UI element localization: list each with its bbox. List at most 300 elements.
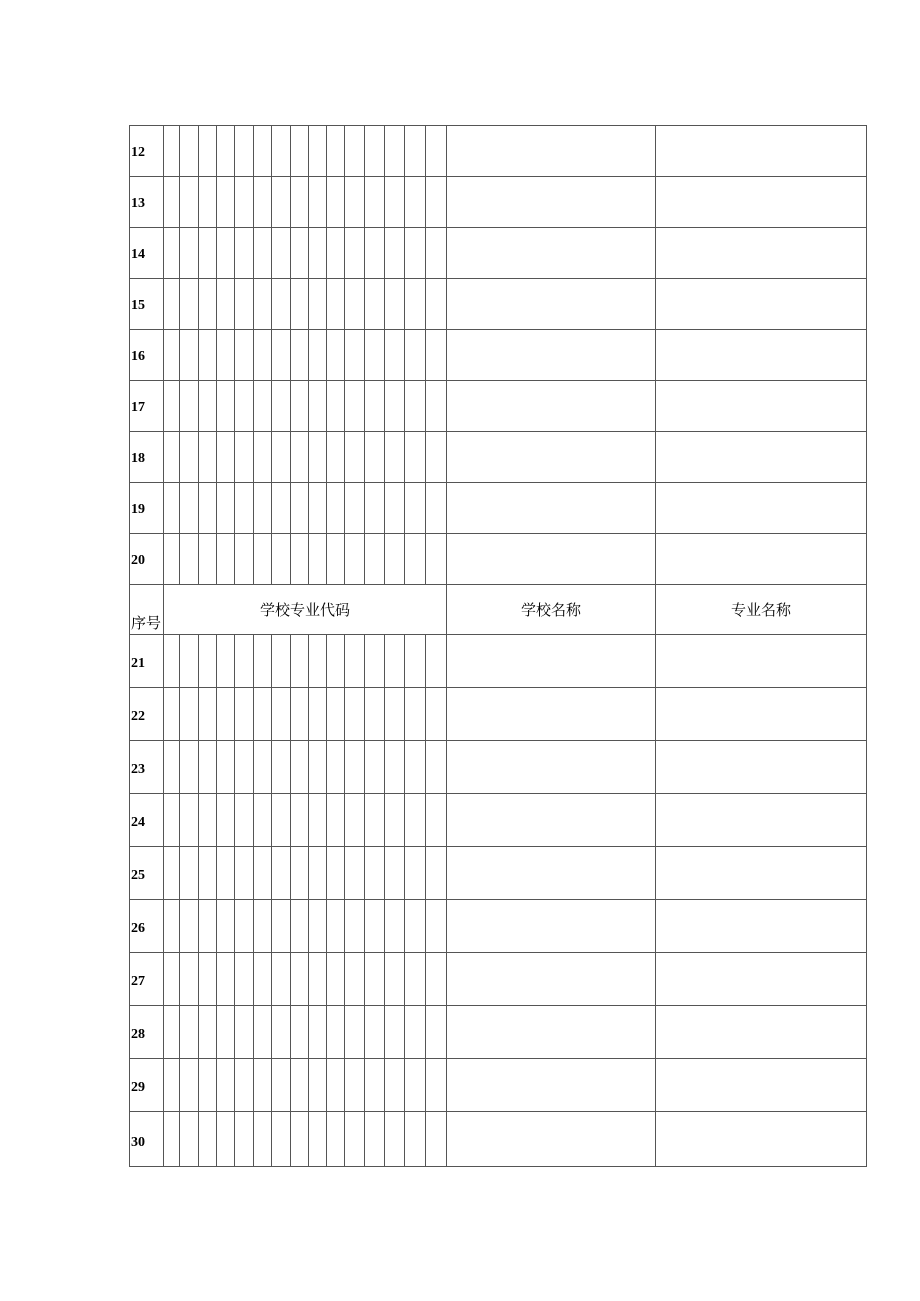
code-digit-cell[interactable] <box>235 330 254 381</box>
code-digit-cell[interactable] <box>180 483 199 534</box>
code-digit-cell[interactable] <box>180 228 199 279</box>
major-name-cell[interactable] <box>656 330 867 381</box>
code-digit-cell[interactable] <box>235 688 254 741</box>
code-digit-cell[interactable] <box>235 1112 254 1167</box>
code-digit-cell[interactable] <box>365 381 385 432</box>
code-digit-cell[interactable] <box>164 1112 180 1167</box>
code-digit-cell[interactable] <box>345 688 365 741</box>
code-digit-cell[interactable] <box>365 126 385 177</box>
code-digit-cell[interactable] <box>254 1059 272 1112</box>
code-digit-cell[interactable] <box>345 900 365 953</box>
code-digit-cell[interactable] <box>164 432 180 483</box>
code-digit-cell[interactable] <box>327 635 345 688</box>
code-digit-cell[interactable] <box>254 483 272 534</box>
major-name-cell[interactable] <box>656 381 867 432</box>
code-digit-cell[interactable] <box>365 534 385 585</box>
code-digit-cell[interactable] <box>217 279 235 330</box>
code-digit-cell[interactable] <box>291 688 309 741</box>
code-digit-cell[interactable] <box>426 432 447 483</box>
code-digit-cell[interactable] <box>164 688 180 741</box>
code-digit-cell[interactable] <box>291 794 309 847</box>
code-digit-cell[interactable] <box>426 1059 447 1112</box>
code-digit-cell[interactable] <box>235 847 254 900</box>
major-name-cell[interactable] <box>656 483 867 534</box>
code-digit-cell[interactable] <box>291 1112 309 1167</box>
code-digit-cell[interactable] <box>365 1112 385 1167</box>
code-digit-cell[interactable] <box>385 1059 405 1112</box>
code-digit-cell[interactable] <box>426 635 447 688</box>
school-name-cell[interactable] <box>447 741 656 794</box>
code-digit-cell[interactable] <box>199 794 217 847</box>
major-name-cell[interactable] <box>656 1006 867 1059</box>
major-name-cell[interactable] <box>656 1059 867 1112</box>
code-digit-cell[interactable] <box>217 177 235 228</box>
major-name-cell[interactable] <box>656 126 867 177</box>
code-digit-cell[interactable] <box>385 228 405 279</box>
code-digit-cell[interactable] <box>272 228 291 279</box>
code-digit-cell[interactable] <box>426 126 447 177</box>
code-digit-cell[interactable] <box>164 900 180 953</box>
code-digit-cell[interactable] <box>164 534 180 585</box>
code-digit-cell[interactable] <box>164 483 180 534</box>
school-name-cell[interactable] <box>447 900 656 953</box>
code-digit-cell[interactable] <box>254 330 272 381</box>
code-digit-cell[interactable] <box>365 279 385 330</box>
code-digit-cell[interactable] <box>217 1006 235 1059</box>
code-digit-cell[interactable] <box>235 953 254 1006</box>
code-digit-cell[interactable] <box>385 432 405 483</box>
code-digit-cell[interactable] <box>426 381 447 432</box>
code-digit-cell[interactable] <box>235 794 254 847</box>
code-digit-cell[interactable] <box>345 126 365 177</box>
code-digit-cell[interactable] <box>365 177 385 228</box>
code-digit-cell[interactable] <box>164 330 180 381</box>
code-digit-cell[interactable] <box>217 900 235 953</box>
code-digit-cell[interactable] <box>217 1112 235 1167</box>
code-digit-cell[interactable] <box>426 688 447 741</box>
code-digit-cell[interactable] <box>180 432 199 483</box>
code-digit-cell[interactable] <box>235 177 254 228</box>
code-digit-cell[interactable] <box>272 279 291 330</box>
code-digit-cell[interactable] <box>291 177 309 228</box>
code-digit-cell[interactable] <box>385 900 405 953</box>
school-name-cell[interactable] <box>447 1112 656 1167</box>
code-digit-cell[interactable] <box>272 483 291 534</box>
code-digit-cell[interactable] <box>217 1059 235 1112</box>
code-digit-cell[interactable] <box>199 741 217 794</box>
code-digit-cell[interactable] <box>291 847 309 900</box>
code-digit-cell[interactable] <box>291 900 309 953</box>
code-digit-cell[interactable] <box>327 688 345 741</box>
code-digit-cell[interactable] <box>291 381 309 432</box>
code-digit-cell[interactable] <box>345 330 365 381</box>
code-digit-cell[interactable] <box>254 1112 272 1167</box>
code-digit-cell[interactable] <box>199 177 217 228</box>
code-digit-cell[interactable] <box>217 635 235 688</box>
major-name-cell[interactable] <box>656 228 867 279</box>
code-digit-cell[interactable] <box>405 126 426 177</box>
school-name-cell[interactable] <box>447 953 656 1006</box>
code-digit-cell[interactable] <box>272 741 291 794</box>
code-digit-cell[interactable] <box>405 279 426 330</box>
code-digit-cell[interactable] <box>272 847 291 900</box>
code-digit-cell[interactable] <box>217 483 235 534</box>
code-digit-cell[interactable] <box>235 741 254 794</box>
code-digit-cell[interactable] <box>426 794 447 847</box>
code-digit-cell[interactable] <box>164 228 180 279</box>
code-digit-cell[interactable] <box>180 534 199 585</box>
code-digit-cell[interactable] <box>291 126 309 177</box>
code-digit-cell[interactable] <box>426 228 447 279</box>
code-digit-cell[interactable] <box>272 381 291 432</box>
major-name-cell[interactable] <box>656 741 867 794</box>
code-digit-cell[interactable] <box>405 794 426 847</box>
code-digit-cell[interactable] <box>426 483 447 534</box>
code-digit-cell[interactable] <box>426 741 447 794</box>
major-name-cell[interactable] <box>656 279 867 330</box>
code-digit-cell[interactable] <box>180 635 199 688</box>
code-digit-cell[interactable] <box>365 953 385 1006</box>
code-digit-cell[interactable] <box>199 1112 217 1167</box>
code-digit-cell[interactable] <box>164 635 180 688</box>
code-digit-cell[interactable] <box>405 534 426 585</box>
code-digit-cell[interactable] <box>385 381 405 432</box>
code-digit-cell[interactable] <box>164 1059 180 1112</box>
code-digit-cell[interactable] <box>405 688 426 741</box>
code-digit-cell[interactable] <box>327 741 345 794</box>
code-digit-cell[interactable] <box>327 953 345 1006</box>
code-digit-cell[interactable] <box>345 847 365 900</box>
code-digit-cell[interactable] <box>426 279 447 330</box>
code-digit-cell[interactable] <box>309 847 327 900</box>
code-digit-cell[interactable] <box>426 177 447 228</box>
code-digit-cell[interactable] <box>345 432 365 483</box>
major-name-cell[interactable] <box>656 688 867 741</box>
code-digit-cell[interactable] <box>327 279 345 330</box>
code-digit-cell[interactable] <box>291 741 309 794</box>
code-digit-cell[interactable] <box>385 483 405 534</box>
code-digit-cell[interactable] <box>254 953 272 1006</box>
code-digit-cell[interactable] <box>345 741 365 794</box>
code-digit-cell[interactable] <box>405 741 426 794</box>
code-digit-cell[interactable] <box>217 534 235 585</box>
code-digit-cell[interactable] <box>254 381 272 432</box>
code-digit-cell[interactable] <box>180 279 199 330</box>
code-digit-cell[interactable] <box>199 953 217 1006</box>
code-digit-cell[interactable] <box>327 847 345 900</box>
code-digit-cell[interactable] <box>426 1006 447 1059</box>
major-name-cell[interactable] <box>656 635 867 688</box>
code-digit-cell[interactable] <box>272 900 291 953</box>
code-digit-cell[interactable] <box>180 847 199 900</box>
code-digit-cell[interactable] <box>345 953 365 1006</box>
code-digit-cell[interactable] <box>291 432 309 483</box>
code-digit-cell[interactable] <box>405 1006 426 1059</box>
code-digit-cell[interactable] <box>235 279 254 330</box>
code-digit-cell[interactable] <box>345 381 365 432</box>
code-digit-cell[interactable] <box>254 635 272 688</box>
code-digit-cell[interactable] <box>235 228 254 279</box>
code-digit-cell[interactable] <box>235 483 254 534</box>
code-digit-cell[interactable] <box>426 953 447 1006</box>
code-digit-cell[interactable] <box>199 900 217 953</box>
code-digit-cell[interactable] <box>365 483 385 534</box>
code-digit-cell[interactable] <box>405 1059 426 1112</box>
code-digit-cell[interactable] <box>327 330 345 381</box>
code-digit-cell[interactable] <box>385 635 405 688</box>
code-digit-cell[interactable] <box>180 177 199 228</box>
code-digit-cell[interactable] <box>272 688 291 741</box>
code-digit-cell[interactable] <box>385 741 405 794</box>
code-digit-cell[interactable] <box>291 1006 309 1059</box>
code-digit-cell[interactable] <box>309 381 327 432</box>
code-digit-cell[interactable] <box>254 432 272 483</box>
code-digit-cell[interactable] <box>327 381 345 432</box>
code-digit-cell[interactable] <box>164 953 180 1006</box>
code-digit-cell[interactable] <box>405 381 426 432</box>
major-name-cell[interactable] <box>656 847 867 900</box>
code-digit-cell[interactable] <box>327 794 345 847</box>
major-name-cell[interactable] <box>656 953 867 1006</box>
code-digit-cell[interactable] <box>235 534 254 585</box>
code-digit-cell[interactable] <box>199 483 217 534</box>
code-digit-cell[interactable] <box>180 953 199 1006</box>
major-name-cell[interactable] <box>656 900 867 953</box>
code-digit-cell[interactable] <box>272 534 291 585</box>
code-digit-cell[interactable] <box>309 330 327 381</box>
code-digit-cell[interactable] <box>180 1112 199 1167</box>
code-digit-cell[interactable] <box>327 1112 345 1167</box>
code-digit-cell[interactable] <box>199 279 217 330</box>
code-digit-cell[interactable] <box>309 900 327 953</box>
code-digit-cell[interactable] <box>309 635 327 688</box>
code-digit-cell[interactable] <box>235 381 254 432</box>
code-digit-cell[interactable] <box>199 126 217 177</box>
code-digit-cell[interactable] <box>217 228 235 279</box>
code-digit-cell[interactable] <box>291 953 309 1006</box>
school-name-cell[interactable] <box>447 126 656 177</box>
school-name-cell[interactable] <box>447 688 656 741</box>
code-digit-cell[interactable] <box>309 279 327 330</box>
code-digit-cell[interactable] <box>199 635 217 688</box>
code-digit-cell[interactable] <box>199 847 217 900</box>
code-digit-cell[interactable] <box>235 432 254 483</box>
code-digit-cell[interactable] <box>309 534 327 585</box>
code-digit-cell[interactable] <box>385 177 405 228</box>
school-name-cell[interactable] <box>447 228 656 279</box>
code-digit-cell[interactable] <box>217 126 235 177</box>
code-digit-cell[interactable] <box>327 177 345 228</box>
code-digit-cell[interactable] <box>385 279 405 330</box>
code-digit-cell[interactable] <box>180 1059 199 1112</box>
code-digit-cell[interactable] <box>385 534 405 585</box>
code-digit-cell[interactable] <box>365 688 385 741</box>
code-digit-cell[interactable] <box>309 1006 327 1059</box>
code-digit-cell[interactable] <box>164 279 180 330</box>
school-name-cell[interactable] <box>447 279 656 330</box>
code-digit-cell[interactable] <box>180 1006 199 1059</box>
code-digit-cell[interactable] <box>235 1006 254 1059</box>
code-digit-cell[interactable] <box>291 330 309 381</box>
code-digit-cell[interactable] <box>365 794 385 847</box>
code-digit-cell[interactable] <box>272 794 291 847</box>
code-digit-cell[interactable] <box>291 279 309 330</box>
code-digit-cell[interactable] <box>365 741 385 794</box>
code-digit-cell[interactable] <box>405 432 426 483</box>
code-digit-cell[interactable] <box>365 228 385 279</box>
code-digit-cell[interactable] <box>385 847 405 900</box>
code-digit-cell[interactable] <box>405 483 426 534</box>
code-digit-cell[interactable] <box>426 330 447 381</box>
code-digit-cell[interactable] <box>164 794 180 847</box>
code-digit-cell[interactable] <box>291 534 309 585</box>
code-digit-cell[interactable] <box>164 126 180 177</box>
code-digit-cell[interactable] <box>405 900 426 953</box>
code-digit-cell[interactable] <box>272 1006 291 1059</box>
major-name-cell[interactable] <box>656 794 867 847</box>
code-digit-cell[interactable] <box>385 330 405 381</box>
code-digit-cell[interactable] <box>405 847 426 900</box>
code-digit-cell[interactable] <box>254 794 272 847</box>
code-digit-cell[interactable] <box>309 741 327 794</box>
code-digit-cell[interactable] <box>426 847 447 900</box>
code-digit-cell[interactable] <box>235 900 254 953</box>
code-digit-cell[interactable] <box>345 228 365 279</box>
code-digit-cell[interactable] <box>385 1006 405 1059</box>
code-digit-cell[interactable] <box>291 483 309 534</box>
school-name-cell[interactable] <box>447 381 656 432</box>
code-digit-cell[interactable] <box>365 1059 385 1112</box>
code-digit-cell[interactable] <box>217 381 235 432</box>
code-digit-cell[interactable] <box>327 483 345 534</box>
code-digit-cell[interactable] <box>405 1112 426 1167</box>
code-digit-cell[interactable] <box>254 900 272 953</box>
code-digit-cell[interactable] <box>309 126 327 177</box>
code-digit-cell[interactable] <box>164 177 180 228</box>
code-digit-cell[interactable] <box>217 794 235 847</box>
code-digit-cell[interactable] <box>235 126 254 177</box>
code-digit-cell[interactable] <box>327 900 345 953</box>
code-digit-cell[interactable] <box>254 847 272 900</box>
code-digit-cell[interactable] <box>365 432 385 483</box>
code-digit-cell[interactable] <box>180 688 199 741</box>
code-digit-cell[interactable] <box>385 953 405 1006</box>
code-digit-cell[interactable] <box>345 177 365 228</box>
code-digit-cell[interactable] <box>345 279 365 330</box>
code-digit-cell[interactable] <box>327 228 345 279</box>
code-digit-cell[interactable] <box>345 534 365 585</box>
school-name-cell[interactable] <box>447 794 656 847</box>
school-name-cell[interactable] <box>447 534 656 585</box>
code-digit-cell[interactable] <box>235 635 254 688</box>
major-name-cell[interactable] <box>656 177 867 228</box>
code-digit-cell[interactable] <box>199 1059 217 1112</box>
code-digit-cell[interactable] <box>180 794 199 847</box>
code-digit-cell[interactable] <box>405 177 426 228</box>
code-digit-cell[interactable] <box>164 381 180 432</box>
code-digit-cell[interactable] <box>272 432 291 483</box>
code-digit-cell[interactable] <box>345 483 365 534</box>
major-name-cell[interactable] <box>656 432 867 483</box>
code-digit-cell[interactable] <box>291 1059 309 1112</box>
code-digit-cell[interactable] <box>309 177 327 228</box>
code-digit-cell[interactable] <box>199 432 217 483</box>
code-digit-cell[interactable] <box>345 1059 365 1112</box>
code-digit-cell[interactable] <box>254 688 272 741</box>
school-name-cell[interactable] <box>447 847 656 900</box>
code-digit-cell[interactable] <box>272 1112 291 1167</box>
code-digit-cell[interactable] <box>309 432 327 483</box>
code-digit-cell[interactable] <box>405 635 426 688</box>
code-digit-cell[interactable] <box>199 1006 217 1059</box>
code-digit-cell[interactable] <box>254 741 272 794</box>
code-digit-cell[interactable] <box>180 741 199 794</box>
code-digit-cell[interactable] <box>345 1112 365 1167</box>
code-digit-cell[interactable] <box>217 847 235 900</box>
code-digit-cell[interactable] <box>309 483 327 534</box>
code-digit-cell[interactable] <box>405 228 426 279</box>
code-digit-cell[interactable] <box>426 1112 447 1167</box>
code-digit-cell[interactable] <box>385 1112 405 1167</box>
code-digit-cell[interactable] <box>327 1059 345 1112</box>
code-digit-cell[interactable] <box>180 330 199 381</box>
code-digit-cell[interactable] <box>272 126 291 177</box>
code-digit-cell[interactable] <box>164 847 180 900</box>
code-digit-cell[interactable] <box>365 635 385 688</box>
code-digit-cell[interactable] <box>199 381 217 432</box>
code-digit-cell[interactable] <box>217 432 235 483</box>
code-digit-cell[interactable] <box>405 330 426 381</box>
code-digit-cell[interactable] <box>217 330 235 381</box>
code-digit-cell[interactable] <box>254 126 272 177</box>
code-digit-cell[interactable] <box>309 1112 327 1167</box>
code-digit-cell[interactable] <box>254 279 272 330</box>
code-digit-cell[interactable] <box>291 635 309 688</box>
school-name-cell[interactable] <box>447 1006 656 1059</box>
code-digit-cell[interactable] <box>309 228 327 279</box>
code-digit-cell[interactable] <box>272 635 291 688</box>
code-digit-cell[interactable] <box>309 794 327 847</box>
school-name-cell[interactable] <box>447 635 656 688</box>
code-digit-cell[interactable] <box>345 635 365 688</box>
code-digit-cell[interactable] <box>327 432 345 483</box>
code-digit-cell[interactable] <box>199 688 217 741</box>
major-name-cell[interactable] <box>656 534 867 585</box>
code-digit-cell[interactable] <box>385 688 405 741</box>
code-digit-cell[interactable] <box>385 126 405 177</box>
code-digit-cell[interactable] <box>199 228 217 279</box>
code-digit-cell[interactable] <box>272 330 291 381</box>
code-digit-cell[interactable] <box>235 1059 254 1112</box>
code-digit-cell[interactable] <box>327 1006 345 1059</box>
code-digit-cell[interactable] <box>426 534 447 585</box>
code-digit-cell[interactable] <box>254 228 272 279</box>
code-digit-cell[interactable] <box>385 794 405 847</box>
school-name-cell[interactable] <box>447 1059 656 1112</box>
code-digit-cell[interactable] <box>180 900 199 953</box>
code-digit-cell[interactable] <box>327 534 345 585</box>
code-digit-cell[interactable] <box>272 1059 291 1112</box>
code-digit-cell[interactable] <box>254 177 272 228</box>
code-digit-cell[interactable] <box>199 534 217 585</box>
code-digit-cell[interactable] <box>180 381 199 432</box>
code-digit-cell[interactable] <box>345 1006 365 1059</box>
code-digit-cell[interactable] <box>199 330 217 381</box>
code-digit-cell[interactable] <box>254 534 272 585</box>
code-digit-cell[interactable] <box>217 741 235 794</box>
school-name-cell[interactable] <box>447 483 656 534</box>
school-name-cell[interactable] <box>447 432 656 483</box>
